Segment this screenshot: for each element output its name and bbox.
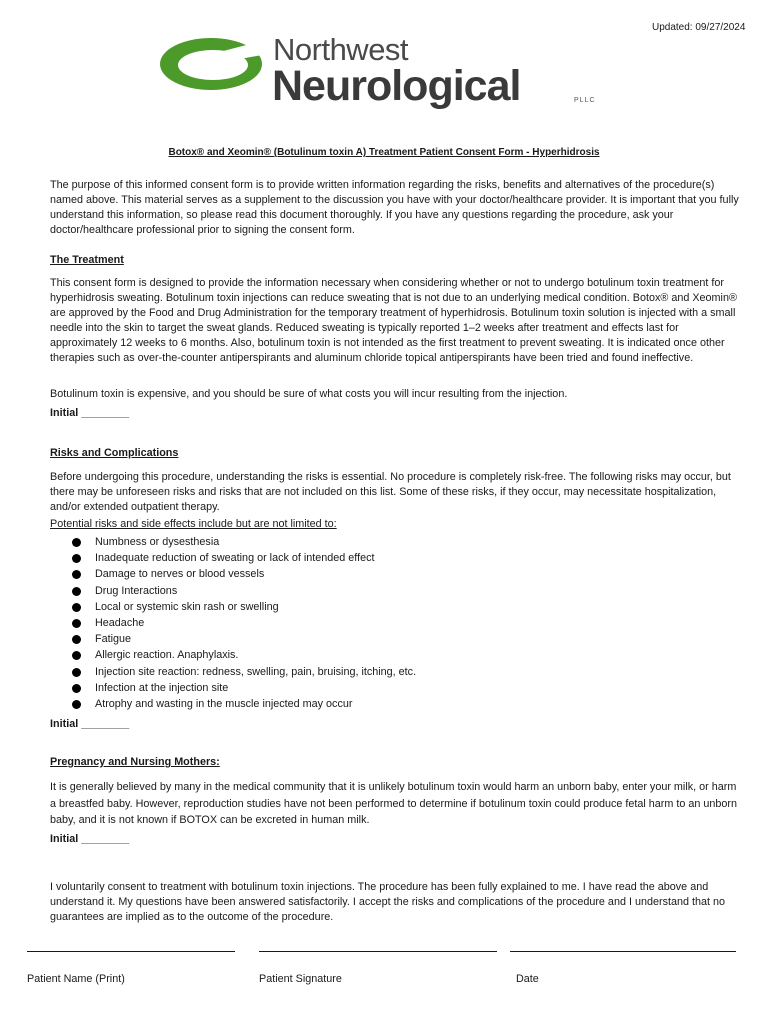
updated-date: Updated: 09/27/2024 [652,22,746,33]
bullet-icon [72,603,81,612]
pregnancy-paragraph: It is generally believed by many in the medical community that it is unlikely botulinum toxin would harm an unborn baby, enter your milk, or harm a breastfed baby. However, reproduction studies have not been performed to determine if botulinum toxin could produce fetal harm to an unborn baby, and it is not known if BOTOX can be excreted in human milk. [50,781,738,826]
patient-name-label: Patient Name (Print) [27,973,125,985]
patient-signature-label: Patient Signature [259,973,342,985]
date-label: Date [516,973,539,985]
list-item: Injection site reaction: redness, swelling, pain, bruising, itching, etc. [72,664,416,680]
list-item: Infection at the injection site [72,680,416,696]
list-item: Atrophy and wasting in the muscle injected may occur [72,696,416,712]
form-title: Botox® and Xeomin® (Botulinum toxin A) Treatment Patient Consent Form - Hyperhidrosis [168,147,600,158]
company-logo [156,30,606,120]
bullet-icon [72,554,81,563]
treatment-initial-field[interactable]: Initial ________ [50,407,130,419]
bullet-icon [72,619,81,628]
treatment-paragraph: This consent form is designed to provide the information necessary when considering whether or not to undergo botulinum toxin treatment for hyperhidrosis sweating. Botulinum toxin injections can reduce sweating that is not due to an underlying medical condition. Botox® and Xeomin® are approved by the Food and Drug Administration for the temporary treatment of hyperhidrosis. Botulinum toxin solution is injected with a small needle into the skin to target the sweat glands. Reduced sweating is typically reported 1–2 weeks after treatment and effects last for approximately 12 weeks to 6 months. Also, botulinum toxin is not intended as the first treatment to prevent sweating. It is indicated once other therapies such as over-the-counter antiperspirants and aluminum chloride topical antiperspirants have been tried and found ineffective. [50,277,737,364]
cost-note: Botulinum toxin is expensive, and you should be sure of what costs you will incur resulting from the injection. [50,388,568,400]
list-item: Inadequate reduction of sweating or lack of intended effect [72,550,416,566]
list-item: Numbness or dysesthesia [72,534,416,550]
pregnancy-heading: Pregnancy and Nursing Mothers: [50,756,220,768]
date-line[interactable] [510,951,736,952]
consent-paragraph: I voluntarily consent to treatment with botulinum toxin injections. The procedure has been fully explained to me. I have read the above and understand it. My questions have been answered satisfactorily. I accept the risks and complications of the procedure and I understand that no guarantees are implied as to the outcome of the procedure. [50,881,725,923]
list-item: Drug Interactions [72,583,416,599]
list-item: Headache [72,615,416,631]
bullet-icon [72,538,81,547]
treatment-heading: The Treatment [50,254,124,266]
bullet-icon [72,651,81,660]
bullet-icon [72,668,81,677]
patient-signature-line[interactable] [259,951,497,952]
bullet-icon [72,635,81,644]
risks-initial-field[interactable]: Initial ________ [50,718,130,730]
pregnancy-initial-field[interactable]: Initial ________ [50,833,130,845]
list-item: Damage to nerves or blood vessels [72,566,416,582]
risks-paragraph: Before undergoing this procedure, understanding the risks is essential. No procedure is completely risk-free. The following risks may occur, but there may be unforeseen risks and risks that are not included on this list. Some of these risks, if they occur, may necessitate hospitalization, and/or extended outpatient therapy. [50,471,731,513]
risks-list [72,534,416,712]
logo-swoosh-icon [156,33,266,95]
logo-name-line1: Northwest [273,32,409,67]
risks-list-intro: Potential risks and side effects include but are not limited to: [50,518,337,530]
bullet-icon [72,684,81,693]
patient-name-line[interactable] [27,951,235,952]
logo-name-line2: Neurological [272,62,521,110]
list-item: Fatigue [72,631,416,647]
intro-paragraph: The purpose of this informed consent form is to provide written information regarding the risks, benefits and alternatives of the procedure(s) named above. This material serves as a supplement to the discussion you have with your doctor/healthcare provider. It is important that you fully understand this information, so please read this document thoroughly. If you have any questions regarding the procedure, ask your doctor/healthcare professional prior to signing the consent form. [50,179,739,236]
bullet-icon [72,587,81,596]
list-item: Allergic reaction. Anaphylaxis. [72,647,416,663]
bullet-icon [72,570,81,579]
bullet-icon [72,700,81,709]
list-item: Local or systemic skin rash or swelling [72,599,416,615]
logo-suffix: PLLC [574,97,596,104]
risks-heading: Risks and Complications [50,447,179,459]
